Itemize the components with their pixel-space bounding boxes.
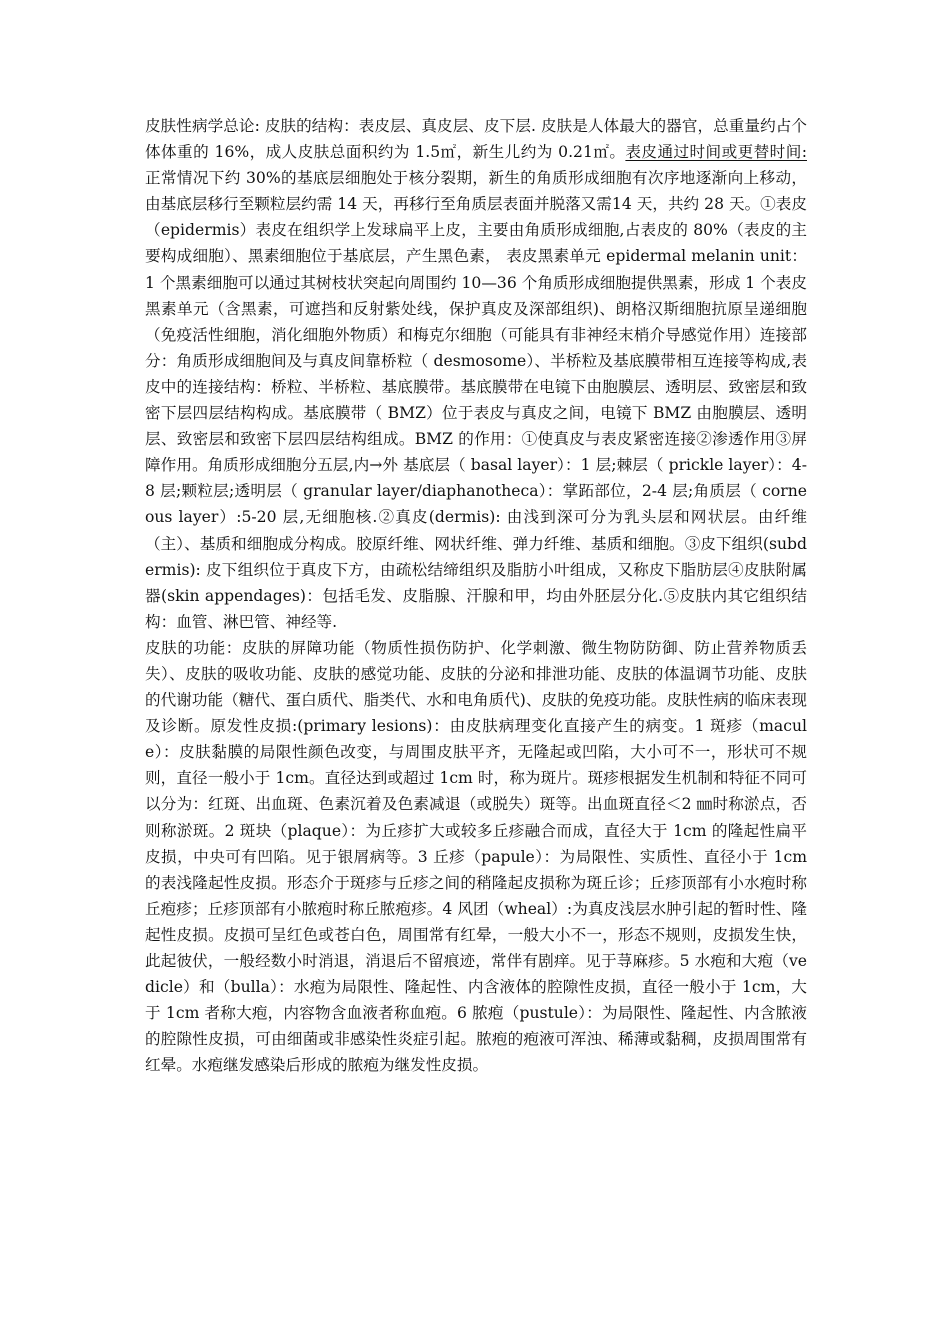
paragraph-skin-function: 皮肤的功能：皮肤的屏障功能（物质性损伤防护、化学刺激、微生物防防御、防止营养物质丢失）、皮肤的吸收功能、皮肤的感觉功能、皮肤的分泌和排泄功能、皮肤的体温调节功能、皮肤的代谢功能（糖代、蛋白质代、脂类代、水和电角质代)、皮肤的免疫功能。皮肤性病的临床表现及诊断。原发性皮损:(primary lesions)：由皮肤病理变化直接产生的病变。1 斑疹（macule）：皮肤黏膜的局限性颜色改变，与周围皮肤平齐，无隆起或凹陷，大小可不一，形状可不规则，直径一般小于 1cm。直径达到或超过 1cm 时，称为斑片。斑疹根据发生机制和特征不同可以分为：红斑、出血斑、色素沉着及色素减退（或脱失）斑等。出血斑直径＜2 ㎜时称淤点，否则称淤斑。2 斑块（plaque）：为丘疹扩大或较多丘疹融合而成，直径大于 1cm 的隆起性扁平皮损，中央可有凹陷。见于银屑病等。3 丘疹（papule）：为局限性、实质性、直径小于 1cm 的表浅隆起性皮损。形态介于斑疹与丘疹之间的稍隆起皮损称为斑丘诊；丘疹顶部有小水疱时称丘疱疹；丘疹顶部有小脓疱时称丘脓疱疹。4 风团（wheal）:为真皮浅层水肿引起的暂时性、隆起性皮损。皮损可呈红色或苍白色，周围常有红晕，一般大小不一，形态不规则，皮损发生快，此起彼伏，一般经数小时消退，消退后不留痕迹，常伴有剧痒。见于荨麻疹。5 水疱和大疱（vedicle）和（bulla）：水疱为局限性、隆起性、内含液体的腔隙性皮损，直径一般小于 1cm，大于 1cm 者称大疱，内容物含血液者称血疱。6 脓疱（pustule）：为局限性、隆起性、内含脓液的腔隙性皮损，可由细菌或非感染性炎症引起。脓疱的疱液可浑浊、稀薄或黏稠，皮损周围常有红晕。水疱继发感染后形成的脓疱为继发性皮损。	[145, 638, 808, 1075]
intro-text: 皮肤性病学总论: 皮肤的结构：表皮层、真皮层、皮下层. 皮肤是人体最大的器官，总重量约占个体体重的 16%，成人皮肤总面积约为 1.5㎡，新生儿约为 0.21㎡。	[145, 117, 807, 162]
document-page	[145, 113, 807, 1078]
underlined-term: 表皮通过时间或更替时间:	[625, 143, 807, 162]
structure-text: 正常情况下约 30%的基底层细胞处于核分裂期，新生的角质形成细胞有次序地逐渐向上移动，由基底层移行至颗粒层约需 14 天，再移行至角质层表面并脱落又需14 天，共约 28 天。①表皮（epidermis）表皮在组织学上发球扁平上皮，主要由角质形成细胞,占表皮的 80%（表皮的主要构成细胞）、黑素细胞位于基底层，产生黑色素， 表皮黑素单元 epidermal melanin unit：1 个黑素细胞可以通过其树枝状突起向周围约 10—36 个角质形成细胞提供黑素，形成 1 个表皮黑素单元（含黑素，可遮挡和反射紫处线，保护真皮及深部组织)、朗格汉斯细胞抗原呈递细胞（免疫活性细胞，消化细胞外物质）和梅克尔细胞（可能具有非神经末梢介导感觉作用）连接部分：角质形成细胞间及与真皮间靠桥粒（ desmosome）、半桥粒及基底膜带相互连接等构成,表皮中的连接结构：桥粒、半桥粒、基底膜带。基底膜带在电镜下由胞膜层、透明层、致密层和致密下层四层结构构成。基底膜带（ BMZ）位于表皮与真皮之间，电镜下 BMZ 由胞膜层、透明层、致密层和致密下层四层结构组成。BMZ 的作用：①使真皮与表皮紧密连接②渗透作用③屏障作用。角质形成细胞分五层,内→外 基底层（ basal layer）：1 层;棘层（ prickle layer）：4-8 层;颗粒层;透明层（ granular layer/diaphanotheca）：掌跖部位，2-4 层;角质层（ corneous layer）:5-20 层,无细胞核.②真皮(dermis): 由浅到深可分为乳头层和网状层。由纤维（主）、基质和细胞成分构成。胶原纤维、网状纤维、弹力纤维、基质和细胞。③皮下组织(subdermis): 皮下组织位于真皮下方，由疏松结缔组织及脂肪小叶组成，又称皮下脂肪层④皮肤附属器(skin appendages)：包括毛发、皮脂腺、汗腺和甲，均由外胚层分化.⑤皮肤内其它组织结构：血管、淋巴管、神经等.	[145, 169, 807, 631]
paragraph-skin-structure	[145, 113, 807, 635]
